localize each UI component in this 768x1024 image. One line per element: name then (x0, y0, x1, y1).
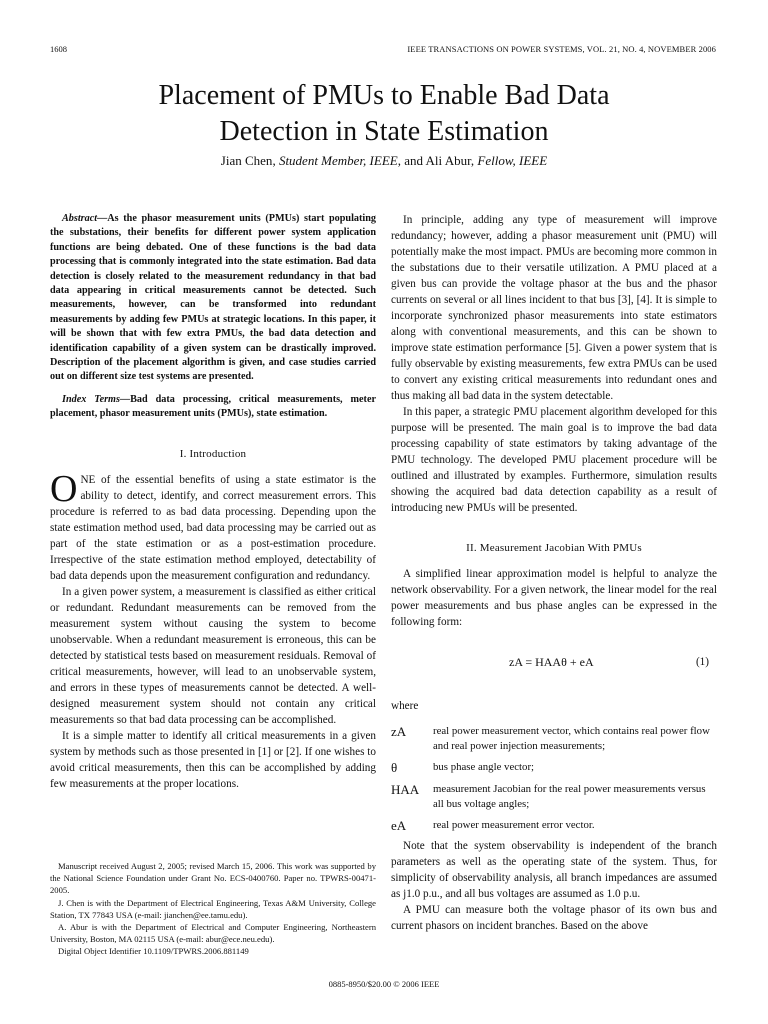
author-1-role: Student Member, IEEE (278, 153, 398, 168)
abstract-lead: Abstract— (62, 213, 108, 224)
footnote (50, 860, 376, 958)
title-line-1: Placement of PMUs to Enable Bad Data (158, 80, 610, 111)
equation-1 (391, 634, 717, 694)
footnote-author-2: A. Abur is with the Department of Electrical and Computer Engineering, Northeastern University, Boston, MA 02115 USA (e-mail: abur@ece.neu.edu). (50, 922, 376, 945)
left-column (50, 212, 376, 792)
equation-number: (1) (695, 656, 709, 668)
symbol-definitions (391, 724, 717, 834)
author-2-role: Fellow, IEEE (477, 153, 548, 168)
abstract (50, 212, 376, 385)
author-line: Jian Chen, Student Member, IEEE, and Ali Abur, Fellow, IEEE (220, 153, 548, 168)
footnote-author-1: J. Chen is with the Department of Electrical Engineering, Texas A&M University, College Station, TX 77843 USA (e-mail: jianchen@ee.tamu.edu). (50, 897, 376, 920)
drop-cap: O (50, 467, 78, 510)
jacobian-paragraph-2: Note that the system observability is independent of the branch parameters as well as the operating state of the system. Thus, for simplicity of observability analysis, all branch impedances are assumed as j1.0 p.u., and all bus voltages are assumed as 1.0 p.u. (391, 840, 717, 900)
def-text: measurement Jacobian for the real power measurements versus all bus voltage angles; (433, 783, 706, 810)
def-symbol: HAA (391, 782, 420, 797)
jacobian-paragraph-3: A PMU can measure both the voltage phasor of its own bus and current phasors on incident branches. Based on the above (391, 904, 717, 932)
def-symbol: eA (391, 818, 407, 833)
equation-body: zA = HAAθ + eA (509, 655, 594, 669)
jacobian-paragraph-1: A simplified linear approximation model is helpful to analyze the network observability. For a given network, the linear model for the real power measurements and bus phase angles can be expressed in the following form: (391, 568, 717, 628)
right-column (391, 212, 717, 934)
section-2-heading: II. Measurement Jacobian With PMUs (466, 542, 642, 554)
intro-paragraph-2: In a given power system, a measurement is classified as either critical or redundant. Redundant measurements can be removed from the measurement system without causing the system to become unobservable. When a redundant measurement is erroneous, this can be detected by statistical tests based on measurement residuals. Removal of critical measurements, however, will lead to an unobservable system, and errors in these types of measurements cannot be detected. A well-designed measurement system should not contain any critical measurements so that bad data processing can be accomplished. (50, 585, 376, 726)
def-text: real power measurement error vector. (433, 819, 595, 831)
journal-header: IEEE TRANSACTIONS ON POWER SYSTEMS, VOL. 21, NO. 4, NOVEMBER 2006 (407, 44, 716, 54)
intro-paragraph-4: In principle, adding any type of measurement will improve redundancy; however, adding a phasor measurement unit (PMU) will potentially make the most impact. PMUs are becoming more common in the substations due to their versatile utilization. A PMU placed at a given bus can provide the voltage phasor at the bus and the phasor currents on several or all lines incident to that bus [3], [4]. It is simple to incorporate synchronized phasor measurements into state estimators along with conventional measurements, and this can be shown to improve state estimation performance [5]. Given a power system that is fully observable by existing measurements, few extra PMUs can be used to convert any existing critical measurements into redundant ones and thus making all bad data in the system detectable. (391, 214, 717, 402)
author-2: Ali Abur (425, 153, 471, 168)
section-1-heading: I. Introduction (179, 447, 247, 460)
footnote-doi: Digital Object Identifier 10.1109/TPWRS.2006.881149 (58, 946, 249, 957)
title-line-2: Detection in State Estimation (219, 116, 549, 147)
index-terms-text: Bad data processing, critical measurements, meter placement, phasor measurement units (PMUs), state estimation. (50, 393, 376, 420)
def-symbol: θ (391, 760, 398, 775)
index-terms-lead: Index Terms— (62, 393, 131, 405)
def-text: real power measurement vector, which contains real power flow and real power injection measurements; (433, 725, 710, 752)
footnote-manuscript: Manuscript received August 2, 2005; revised March 15, 2006. This work was supported by the National Science Foundation under Grant No. ECS-0400760. Paper no. TPWRS-00471-2005. (50, 861, 376, 896)
paper-title (40, 78, 728, 150)
intro-paragraph-1-text: NE of the essential benefits of using a state estimator is the ability to detect, identify, and correct measurement errors. This procedure is referred to as bad data processing. Depending upon the state estimation method used, bad data processing may be carried out as part of the state estimation or as a post-estimation procedure. Irrespective of the state estimation method employed, detectability of bad data depends upon the measurement configuration and redundancy. (50, 473, 376, 582)
copyright-line: 0885-8950/$20.00 © 2006 IEEE (328, 979, 440, 989)
intro-paragraph-5: In this paper, a strategic PMU placement algorithm developed for this purpose will be presented. The main goal is to improve the bad data processing capability of state estimators by taking advantage of the PMU technology. The developed PMU placement procedure will be outlined and illustrated by examples. Furthermore, simulation results showing the acquired bad data detection capability as a result of introducing new PMUs will be presented. (391, 406, 717, 514)
intro-paragraph-3: It is a simple matter to identify all critical measurements in a given system by methods such as those presented in [1] or [2]. If one wishes to avoid critical measurements, then this can be accomplished by adding few measurements at the proper locations. (50, 729, 376, 790)
author-1: Jian Chen (220, 153, 273, 168)
page-number: 1608 (50, 44, 67, 54)
index-terms (50, 393, 376, 422)
def-text: bus phase angle vector; (433, 761, 535, 773)
def-symbol: zA (391, 724, 407, 739)
author-and: and (404, 153, 423, 168)
abstract-text: As the phasor measurement units (PMUs) start populating the substations, their benefits for different power system application functions are being debated. One of these functions is the bad data processing that is commonly integrated into the state estimation. Bad data detection is closely related to the measurement redundancy in that bad data appearing in critical measurements cannot be detected. Such measurements, however, can be transformed into redundant measurements by adding few PMUs at strategic locations. In this paper, it will be shown that with few extra PMUs, the bad data detection and identification capability of a given system can be drastically improved. Description of the placement algorithm is given, and case studies carried out on different size test systems are presented. (50, 213, 376, 383)
intro-paragraph-1 (50, 467, 376, 584)
where-label: where (391, 700, 419, 712)
